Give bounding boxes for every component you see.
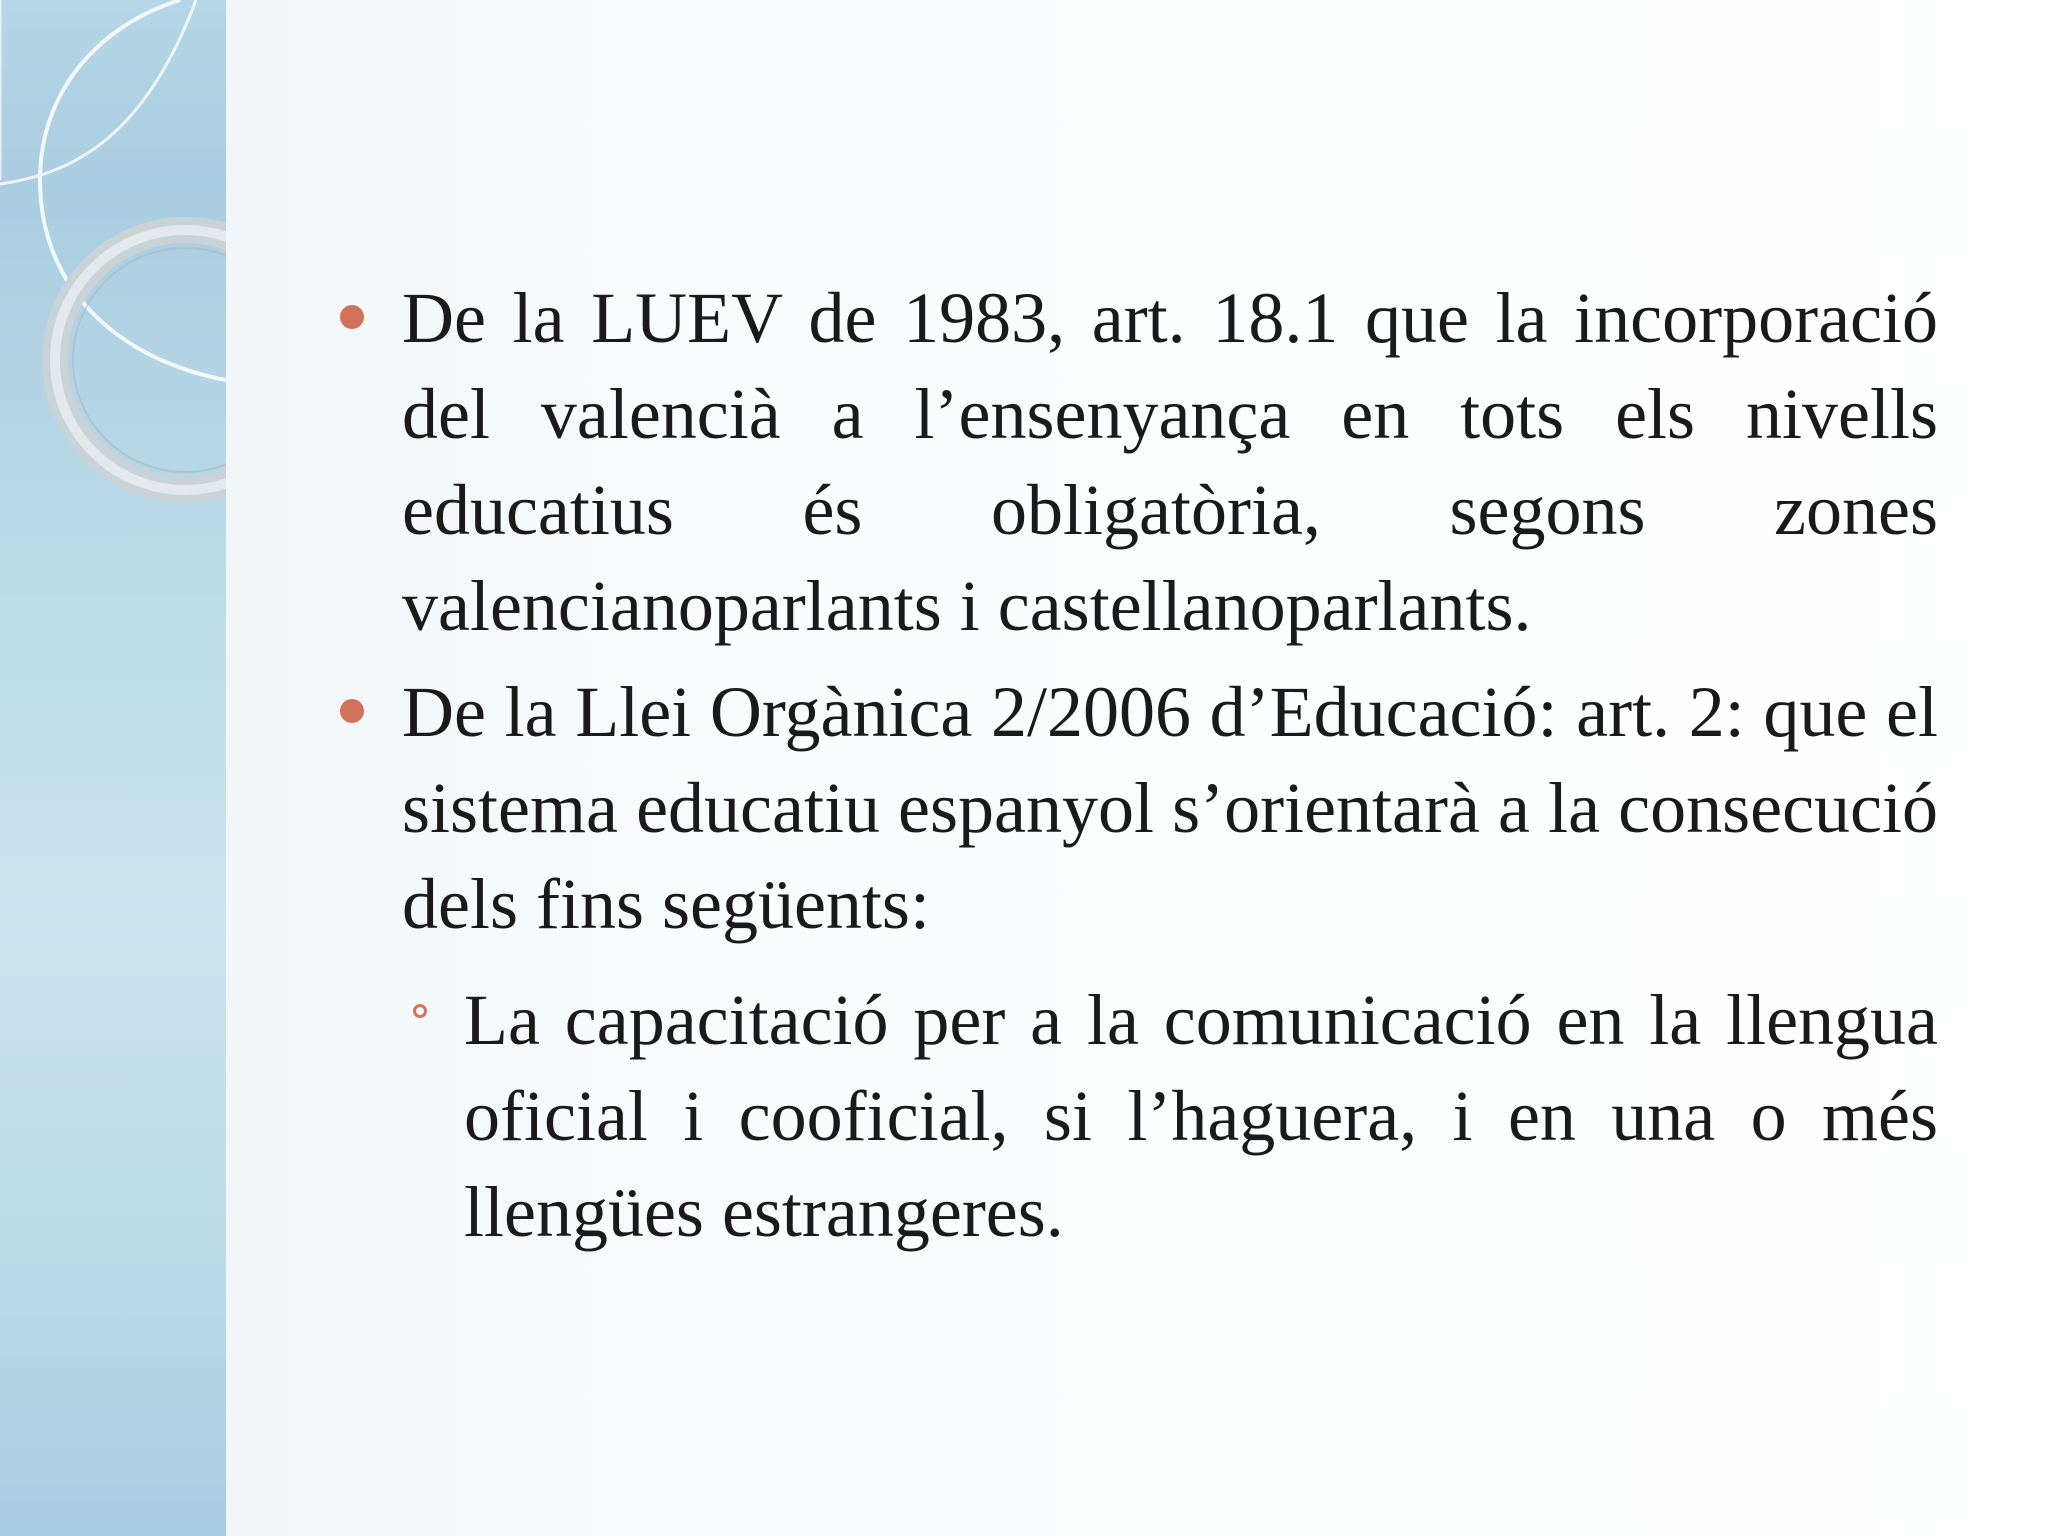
sub-bullet-item bbox=[340, 972, 1938, 1260]
slide-content bbox=[340, 270, 1938, 1260]
decorative-rings-graphic bbox=[0, 0, 226, 1536]
sub-bullet-text: La capacitació per a la comunicació en la llengua oficial i cooficial, si l’haguera, i en una o més llengües estrangeres. bbox=[464, 980, 1938, 1252]
decorative-side-band bbox=[0, 0, 226, 1536]
bullet-text: De la Llei Orgànica 2/2006 d’Educació: art. 2: que el sistema educatiu espanyol s’orientarà a la consecució dels fins següents: bbox=[402, 672, 1938, 944]
bullet-text: De la LUEV de 1983, art. 18.1 que la incorporació del valencià a l’ensenyança en tots els nivells educatius és obligatòria, segons zones valencianoparlants i castellanoparlants. bbox=[402, 278, 1938, 646]
bullet-item bbox=[340, 664, 1938, 952]
bullet-dot-icon bbox=[340, 305, 364, 329]
bullet-dot-icon bbox=[340, 699, 364, 723]
sub-bullet-ring-icon bbox=[413, 1004, 427, 1018]
bullet-item bbox=[340, 270, 1938, 654]
